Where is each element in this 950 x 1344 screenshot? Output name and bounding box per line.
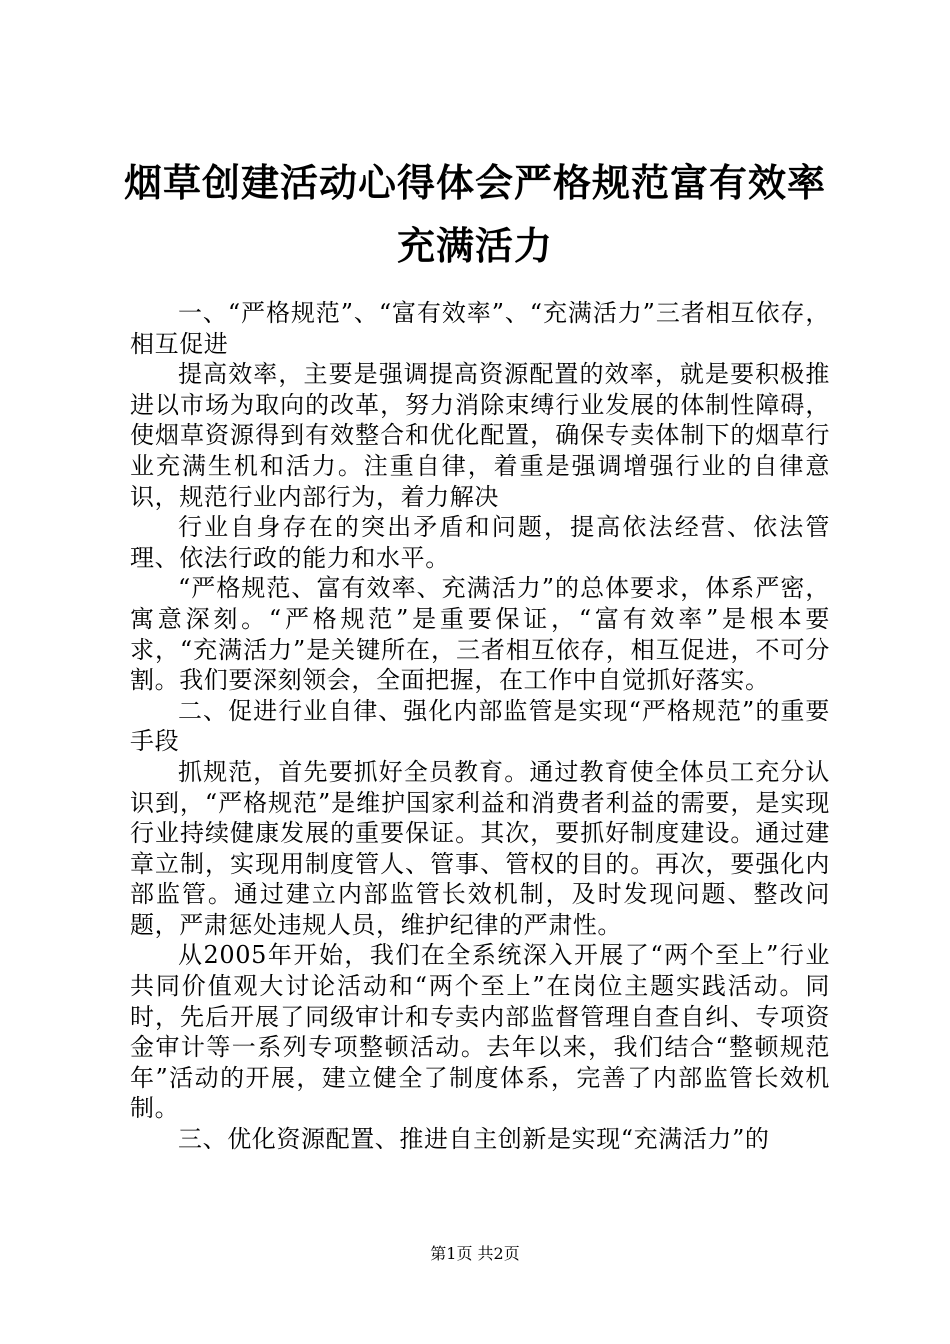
paragraph: 从2005年开始，我们在全系统深入开展了“两个至上”行业共同价值观大讨论活动和“两个至上”在岗位主题实践活动。同时，先后开展了同级审计和专卖内部监督管理自查自纠、专项资金审计等一系列专项整顿活动。去年以来，我们结合“整顿规范年”活动的开展，建立健全了制度体系，完善了内部监管长效机制。 (130, 941, 830, 1123)
section-heading-3: 三、优化资源配置、推进自主创新是实现“充满活力”的 (178, 1125, 770, 1154)
paragraph: “严格规范、富有效率、充满活力”的总体要求，体系严密，寓意深刻。“严格规范”是重要保证，“富有效率”是根本要求，“充满活力”是关键所在，三者相互依存，相互促进，不可分割。我们要深刻领会，全面把握，在工作中自觉抓好落实。 (130, 574, 830, 695)
section-heading-1: 一、“严格规范”、“富有效率”、“充满活力”三者相互依存，相互促进 (130, 299, 830, 358)
page-footer: 第1页 共2页 (430, 1244, 520, 1263)
document-body (130, 298, 830, 1155)
section-heading-2: 二、促进行业自律、强化内部监管是实现“严格规范”的重要手段 (130, 696, 830, 756)
paragraph: 提高效率，主要是强调提高资源配置的效率，就是要积极推进以市场为取向的改革，努力消除束缚行业发展的体制性障碍，使烟草资源得到有效整合和优化配置，确保专卖体制下的烟草行业充满生机和活力。注重自律，着重是强调增强行业的自律意识，规范行业内部行为，着力解决 (130, 360, 830, 511)
paragraph: 行业自身存在的突出矛盾和问题，提高依法经营、依法管理、依法行政的能力和水平。 (130, 513, 830, 572)
paragraph: 抓规范，首先要抓好全员教育。通过教育使全体员工充分认识到，“严格规范”是维护国家利益和消费者利益的需要，是实现行业持续健康发展的重要保证。其次，要抓好制度建设。通过建章立制，实现用制度管人、管事、管权的目的。再次，要强化内部监管。通过建立内部监管长效机制，及时发现问题、整改问题，严肃惩处违规人员，维护纪律的严肃性。 (130, 757, 830, 939)
document-title: 烟草创建活动心得体会严格规范富有效率充满活力 (123, 161, 826, 268)
